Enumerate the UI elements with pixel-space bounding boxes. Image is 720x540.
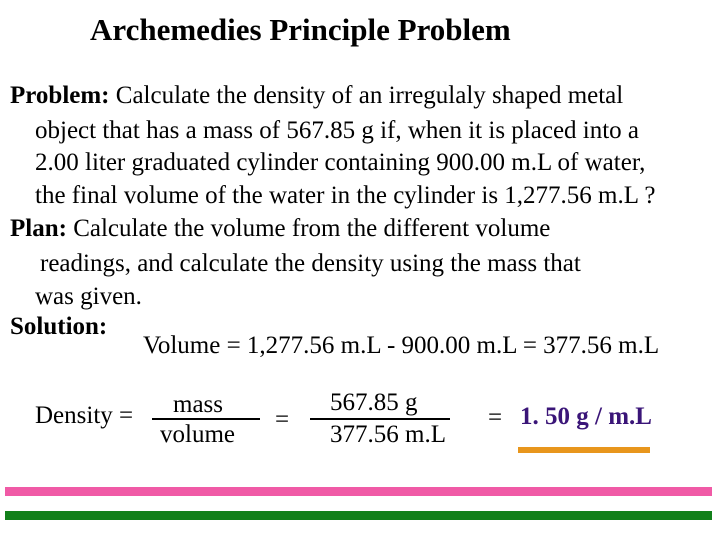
- answer-underline: [518, 447, 650, 453]
- green-divider-bar: [5, 511, 712, 520]
- plan-line-3: was given.: [35, 283, 142, 310]
- answer-equals: =: [488, 404, 503, 431]
- problem-line-1: [10, 82, 623, 110]
- problem-line-3: 2.00 liter graduated cylinder containing 900.00 m.L of water,: [35, 149, 646, 176]
- pink-divider-bar: [5, 487, 712, 496]
- problem-text-1: Calculate the density of an irregulaly shaped metal: [115, 82, 624, 109]
- density-denominator: volume: [160, 421, 235, 448]
- problem-line-2: object that has a mass of 567.85 g if, when it is placed into a: [35, 117, 640, 144]
- problem-line-4: the final volume of the water in the cylinder is 1,277.56 m.L ?: [35, 182, 656, 209]
- plan-label: Plan:: [10, 215, 67, 242]
- volume-equation: Volume = 1,277.56 m.L - 900.00 m.L = 377.56 m.L: [143, 332, 660, 359]
- density-label: Density =: [35, 402, 134, 429]
- density-fraction-bar: [152, 418, 260, 420]
- plan-line-2: readings, and calculate the density using the mass that: [40, 250, 581, 277]
- solution-label: Solution:: [10, 313, 108, 340]
- answer-value: 1. 50 g / m.L: [520, 403, 652, 430]
- plan-line-1: [10, 215, 550, 243]
- problem-label: Problem:: [10, 82, 110, 109]
- density-numerator: mass: [173, 391, 223, 418]
- equals-sign: =: [275, 406, 290, 433]
- slide-title: Archemedies Principle Problem: [90, 12, 511, 47]
- plan-text-1: Calculate the volume from the different volume: [73, 215, 551, 242]
- value-numerator: 567.85 g: [330, 389, 418, 416]
- value-denominator: 377.56 m.L: [330, 421, 446, 448]
- value-fraction-bar: [310, 418, 450, 420]
